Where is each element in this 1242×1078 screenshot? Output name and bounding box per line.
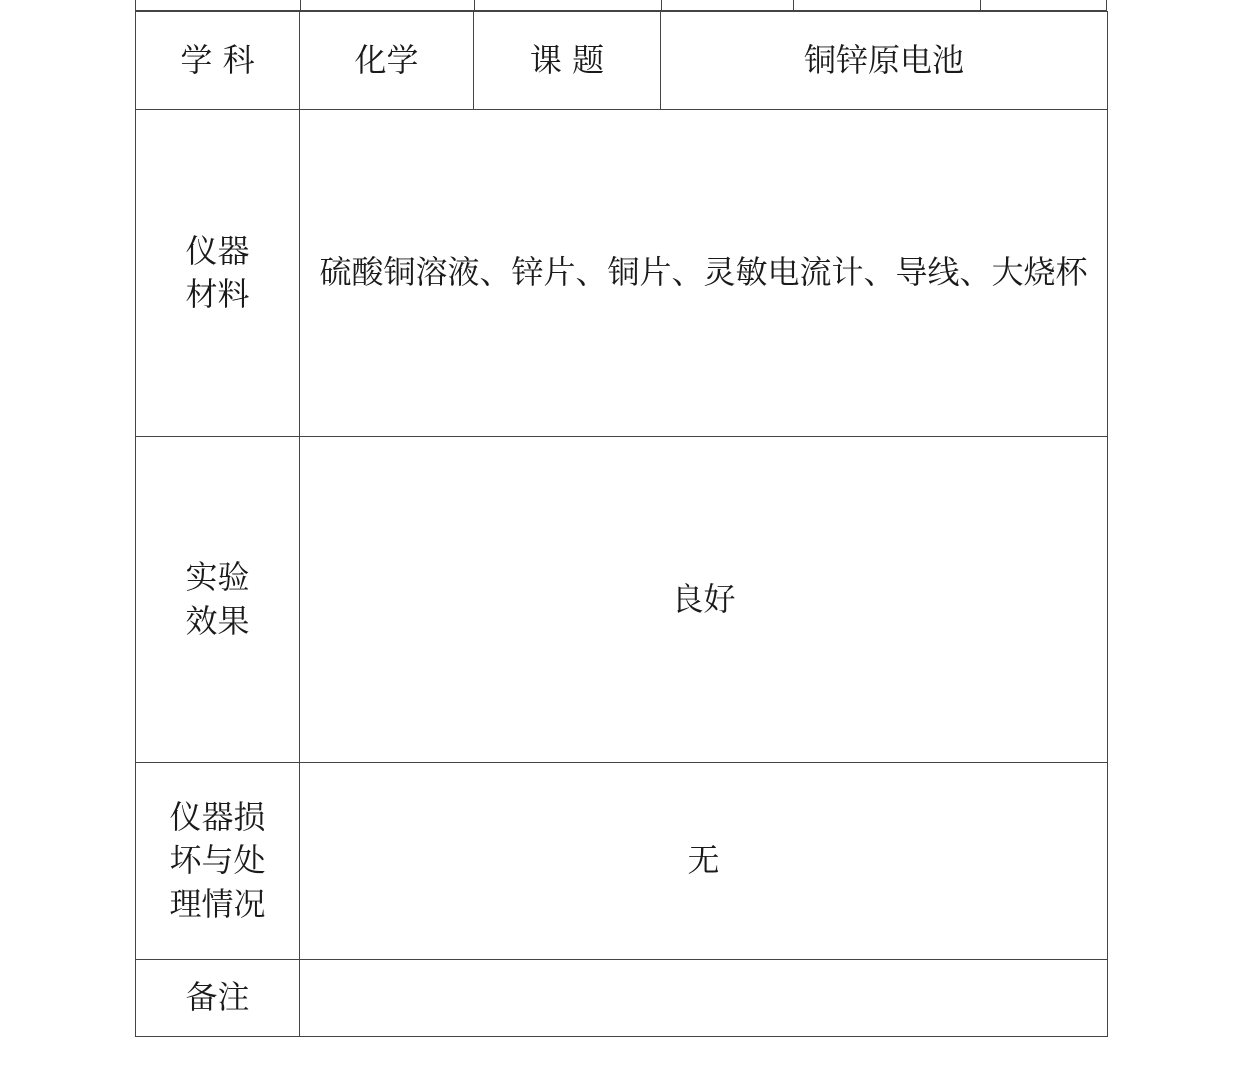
materials-value: 硫酸铜溶液、锌片、铜片、灵敏电流计、导线、大烧杯 <box>300 110 1108 437</box>
damage-label-line1: 仪器损 <box>169 798 266 837</box>
effect-label-line1: 实验 <box>185 558 250 597</box>
column-divider <box>980 0 981 10</box>
materials-row <box>136 110 1108 437</box>
column-divider <box>793 0 794 10</box>
column-divider <box>474 0 475 10</box>
effect-label-line2: 效果 <box>185 601 250 640</box>
damage-value: 无 <box>300 763 1108 960</box>
record-table <box>135 11 1108 1037</box>
subject-label: 学 科 <box>136 12 300 110</box>
remarks-value <box>300 960 1108 1037</box>
effect-value: 良好 <box>300 437 1108 763</box>
experiment-record-sheet <box>135 0 1107 1037</box>
remarks-label: 备注 <box>136 960 300 1037</box>
damage-label-line2: 坏与处 <box>169 841 266 880</box>
subject-value: 化学 <box>300 12 474 110</box>
column-divider <box>661 0 662 10</box>
materials-label-line2: 材料 <box>185 275 250 313</box>
topic-value: 铜锌原电池 <box>661 12 1108 110</box>
materials-label-line1: 仪器 <box>185 231 250 270</box>
subject-row <box>136 12 1108 110</box>
column-divider <box>300 0 301 10</box>
damage-label <box>136 763 300 960</box>
topic-label: 课 题 <box>474 12 661 110</box>
remarks-row <box>136 960 1108 1037</box>
effect-row <box>136 437 1108 763</box>
materials-label <box>136 110 300 437</box>
damage-row <box>136 763 1108 960</box>
damage-label-line3: 理情况 <box>169 884 266 923</box>
previous-row-fragment <box>135 0 1107 11</box>
effect-label <box>136 437 300 763</box>
